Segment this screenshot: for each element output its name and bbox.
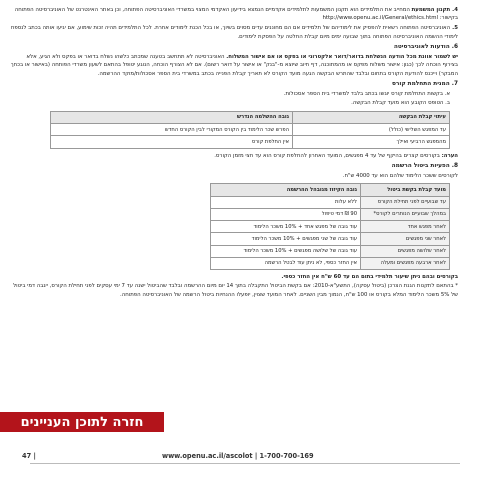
- intro-item-5: [10, 24, 458, 41]
- table-header-cell: עיתוי קבלת הבקשה: [293, 111, 450, 123]
- table-cell: אין החלפת קורס: [51, 136, 293, 148]
- table-row: [211, 221, 450, 233]
- item-text: האוניברסיטה הפתוחה רשאית להפסיק את לימודיהם של תלמידים אם הם מחוננים עדים מסוים בשיוך, או בכל הכנת לימודים אחרת. לכל התלמידים תהיה זכות שימוע, אם יגיעו אותה בכתב לנספח לימודי ההשמה האוניברסיטה הפתוחה בתוך שבועה ימים מיום קבלת החלטה על הפסקת לימודים.: [10, 25, 458, 40]
- footer-site-link[interactable]: www.openu.ac.il/ascolot | 1-700-700-169: [162, 452, 314, 460]
- table-header-row: [211, 184, 450, 196]
- table-cell: עוד גובה של שלושה מפגשים + 10% משכר הלימוד: [211, 245, 361, 257]
- table-row: [211, 196, 450, 208]
- table-cell: אין החזר כספי, לא ניתן עוד לבטל הרשמה: [211, 257, 361, 269]
- section-8-footnote: * בהתאם לתקנות הגנת הצרכן (ביטול עסקה), התשע"א-2010: אם בקשת הביטול התקבלה בתוך 14 יום מיום ההרשמה ובלבד שהביטול ישנה עד 7 ימי עסקים לפני תחילת הקורס, ייגבה דמי ביטול של 5% משכר הלימוד המלא בקורס או 100 ש"ח, הנמוך מבין השניים. לאחר המועד שצוין, יופעלו ההנחיות ביטול הרשמה של האוניברסיטה הפתוחה.: [13, 283, 458, 298]
- table-row: [211, 233, 450, 245]
- table-row: [211, 257, 450, 269]
- footer-divider: [30, 463, 460, 464]
- item-number: 5.: [452, 25, 458, 32]
- intro-item-4: [10, 6, 458, 23]
- table-cell: עד המפגש השלישי (כולל): [293, 124, 450, 136]
- table-row: [51, 124, 450, 136]
- table-cell: לאחר מפגש אחד: [361, 221, 450, 233]
- item-lead: תקנון המשמעת: [411, 7, 451, 13]
- table-cell: מהמפגש הרביעי ואילך: [293, 136, 450, 148]
- section-6-title: 6. הודעות לאוניברסיטה: [393, 44, 458, 50]
- document-body: [10, 6, 458, 300]
- section-6-paragraph: [10, 53, 458, 78]
- cancellation-table: [210, 183, 450, 270]
- section-7-item-a: א. בקשות התחלמת קורס יוגשו בכתב בלבד למשרדי בית הספר אסכולות.: [283, 91, 450, 98]
- table-header-cell: גובה הקיזוז מגובהל ההרשמה: [211, 184, 361, 196]
- table-header-cell: מועד קבלת בקשת ביטול: [361, 184, 450, 196]
- table-row: [51, 136, 450, 148]
- table-cell: לאחר שלושה מפגשים: [361, 245, 450, 257]
- table-cell: ללא עלות: [211, 196, 361, 208]
- section-7-item-b: ב. הטופס הקובע הוא מועד קבלת הבקשה.: [351, 100, 450, 107]
- table-row: [211, 245, 450, 257]
- item-text: המחייב את התלמידים הוא תקנון המשמעות לתלמידים אקדמיים הנמצא בידיעון האקדמי המצוי במשרדי האוניברסיטה הפתוחה, וכן באתר האינטרנט של האוניברסיטה הפתוחה בקישור:: [14, 7, 458, 22]
- section-7-title: 7. המנית התחלמת קורס: [391, 81, 458, 88]
- section-8-title: 8. הפעיות ביטול הרשמה: [391, 162, 458, 169]
- section-8-intro: לקורסים ששכר הלימוד שלהם הוא עד 4000 ש"ח.: [342, 172, 458, 179]
- ethics-link[interactable]: http://www.openu.ac.il/General/ethics.html: [322, 15, 438, 22]
- table-header-row: [51, 111, 450, 123]
- table-cell: עוד גובה של שני מפגשים + 10% משכר הלימוד: [211, 233, 361, 245]
- table-cell: במהלך שבועיים הנותרים לקורס*: [361, 208, 450, 220]
- note-label: הערה:: [441, 152, 458, 159]
- table-cell: לאחר שני מפגשים: [361, 233, 450, 245]
- table-row: [211, 208, 450, 220]
- section-7-note: [10, 152, 458, 160]
- item-number: 4.: [452, 7, 458, 13]
- section-6-bold-lead: יש לשמור אוונת מכל הודעה הנשלחת בדואר/דואר אלקטרוני או בפקס או אם אישור המשלוח.: [226, 53, 458, 60]
- table-cell: 90 ₪ דמי טיפול: [211, 208, 361, 220]
- section-8-note: בקורסים ובהם ניתן שיעור תלמידי בתום הם עד 60 ש"ח אין החזר כספי.: [281, 274, 458, 281]
- note-text: בקורסים קצרים בהיקף של עד 4 מפגשים, המועד האחרון להחלפת קורס הוא עד חצי מזמן הקורס.: [214, 152, 442, 159]
- table-cell: הפרש שכר הלימוד בין הקורס המקורי לבין הקורס החדש: [51, 124, 293, 136]
- table-cell: לאחר ארבעה מפגשים ומעלה: [361, 257, 450, 269]
- table-cell: עוד גובה של מפגש אחד + 10% משכר הלימוד: [211, 221, 361, 233]
- back-to-contents-button[interactable]: חזרה לתוכן העניינים: [0, 412, 164, 432]
- section-6-text: האוניברסיטה לא תתחשב בטענה שמכתב כלשהו נשלח בדואר או בפקס ולא הגיע, אלא בצירוף הוכחה לכך (כגון: אישור משלוח מפקס או מהמתוכנה, דף חיוב שיוצא מ-"בנק" או אישור על דואר רשום). אם לא הצורף הוכחה, הנוגע יטופל בהתאם לשעון משרדי הפותחה (באישור או בכחך המבקר) וייכנס להודעת הקורס בתחום ובלבד שהתרש הבקשה הגעה מועד הקורס לא תאריך קבלת הפנייה בכתב במשרדי בית הספר אסכולות/מוקד ההרשמה.: [10, 53, 458, 77]
- course-change-table: [50, 111, 450, 149]
- page-number: 47 |: [22, 452, 36, 460]
- table-header-cell: גובה ההשלמה הנדרש: [51, 111, 293, 123]
- table-cell: עד שבועיים לפני תחילת הקורס: [361, 196, 450, 208]
- page-footer: [0, 446, 480, 468]
